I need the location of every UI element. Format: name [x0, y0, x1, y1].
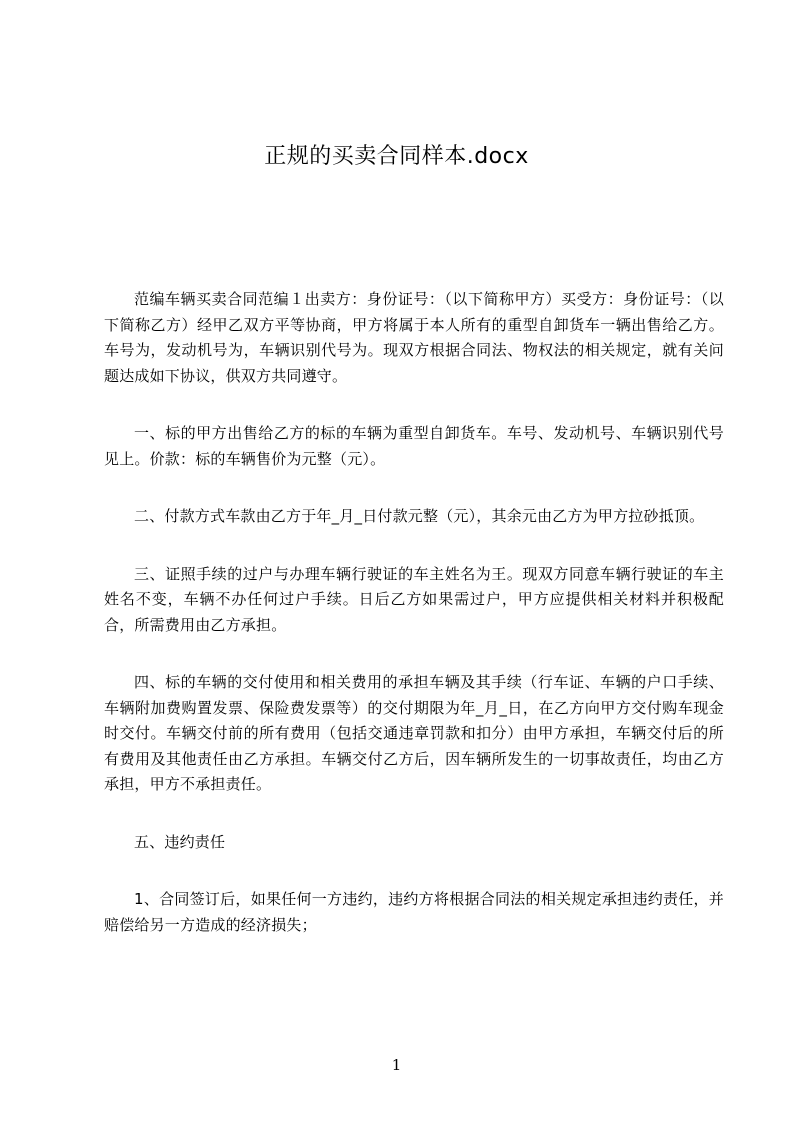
paragraph-liability-1: 1、合同签订后，如果任何一方违约，违约方将根据合同法的相关规定承担违约责任，并赔偿给另一方造成的经济损失；: [104, 890, 724, 934]
document-title: 正规的买卖合同样本.docx: [264, 144, 529, 169]
paragraph-payment: 二、付款方式车款由乙方于年_月_日付款元整（元），其余元由乙方为甲方拉砂抵顶。: [134, 507, 705, 525]
page-number: 1: [391, 1056, 402, 1074]
paragraph-liability-heading: 五、违约责任: [134, 832, 226, 851]
paragraph-documents: 三、证照手续的过户与办理车辆行驶证的车主姓名为王。现双方同意车辆行驶证的车主姓名不变，车辆不办任何过户手续。日后乙方如果需过户，甲方应提供相关材料并积极配合，所需费用由乙方承担。: [104, 564, 724, 634]
paragraph-subject: 一、标的甲方出售给乙方的标的车辆为重型自卸货车。车号、发动机号、车辆识别代号见上。价款：标的车辆售价为元整（元）。: [104, 424, 724, 468]
paragraph-delivery: 四、标的车辆的交付使用和相关费用的承担车辆及其手续（行车证、车辆的户口手续、车辆附加费购置发票、保险费发票等）的交付期限为年_月_日，在乙方向甲方交付购车现金时交付。车辆交付前的所有费用（包括交通违章罚款和扣分）由甲方承担，车辆交付后的所有费用及其他责任由乙方承担。车辆交付乙方后，因车辆所发生的一切事故责任，均由乙方承担，甲方不承担责任。: [104, 673, 724, 793]
document-body: [104, 287, 724, 970]
paragraph-intro: 范编车辆买卖合同范编１出卖方：身份证号：（以下简称甲方）买受方：身份证号：（以下简称乙方）经甲乙双方平等协商，甲方将属于本人所有的重型自卸货车一辆出售给乙方。车号为，发动机号为，车辆识别代号为。现双方根据合同法、物权法的相关规定，就有关问题达成如下协议，供双方共同遵守。: [104, 290, 724, 385]
